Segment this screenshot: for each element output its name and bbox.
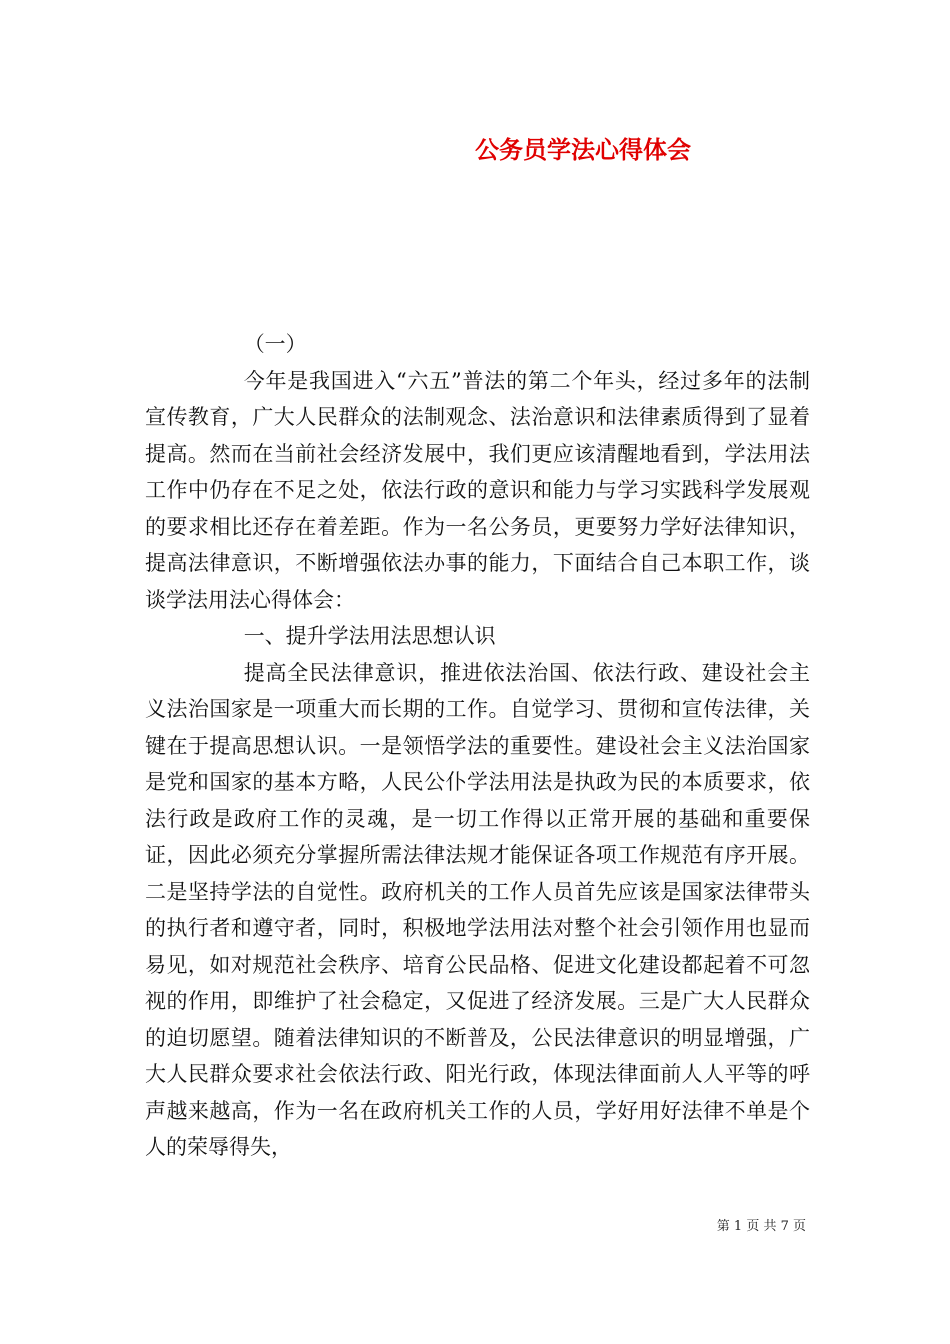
- page-footer: 第 1 页 共 7 页: [716, 1219, 806, 1234]
- section-heading-1: 一、提升学法用法思想认识: [243, 624, 496, 648]
- paragraph-section-1: 提高全民法律意识，推进依法治国、依法行政、建设社会主义法治国家是一项重大而长期的工作。自觉学习、贯彻和宣传法律，关键在于提高思想认识。一是领悟学法的重要性。建设社会主义法治国家是党和国家的基本方略，人民公仆学法用法是执政为民的本质要求，依法行政是政府工作的灵魂，是一切工作得以正常开展的基础和重要保证，因此必须充分掌握所需法律法规才能保证各项工作规范有序开展。二是坚持学法的自觉性。政府机关的工作人员首先应该是国家法律带头的执行者和遵守者，同时，积极地学法用法对整个社会引领作用也显而易见，如对规范社会秩序、培育公民品格、促进文化建设都起着不可忽视的作用，即维护了社会稳定，又促进了经济发展。三是广大人民群众的迫切愿望。随着法律知识的不断普及，公民法律意识的明显增强，广大人民群众要求社会依法行政、阳光行政，体现法律面前人人平等的呼声越来越高，作为一名在政府机关工作的人员，学好用好法律不单是个人的荣辱得失，: [145, 660, 810, 1159]
- section-marker: （一）: [243, 332, 307, 356]
- paragraph-intro: 今年是我国进入“六五”普法的第二个年头，经过多年的法制宣传教育，广大人民群众的法制观念、法治意识和法律素质得到了显着提高。然而在当前社会经济发展中，我们更应该清醒地看到，学法用法工作中仍存在不足之处，依法行政的意识和能力与学习实践科学发展观的要求相比还存在着差距。作为一名公务员，更要努力学好法律知识，提高法律意识，不断增强依法办事的能力，下面结合自己本职工作，谈谈学法用法心得体会：: [145, 368, 810, 612]
- document-body: [145, 326, 810, 1166]
- document-title: 公务员学法心得体会: [475, 135, 691, 164]
